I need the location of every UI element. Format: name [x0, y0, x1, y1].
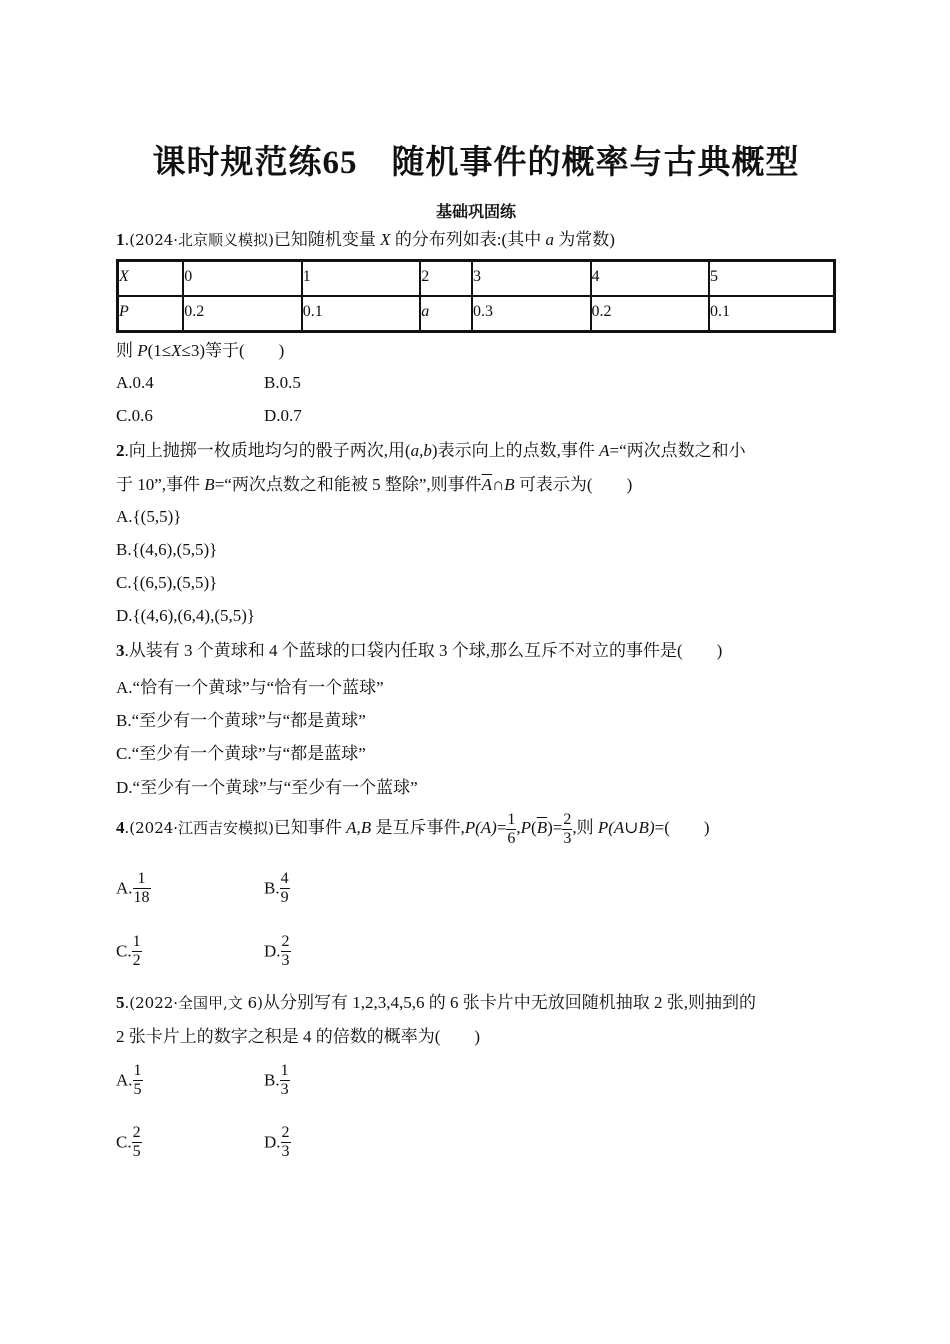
q4-p-arg: (A∪B) [608, 818, 655, 837]
table-cell: 3 [472, 261, 591, 297]
fraction-numerator: 2 [281, 933, 290, 950]
q2-stem-line2 [116, 474, 632, 496]
q1-ask-text: ≤3)等于( ) [181, 341, 285, 360]
fraction-denominator: 5 [133, 1081, 142, 1098]
q1-option-a[interactable]: A.0.4 [116, 373, 154, 392]
q1-option-d[interactable]: D.0.7 [264, 406, 302, 425]
q4-p-arg: (A) [475, 818, 497, 837]
q4-p: P [520, 818, 532, 837]
option-label: D. [264, 1132, 281, 1152]
fraction-denominator: 6 [507, 829, 516, 847]
q4-option-b[interactable] [264, 870, 290, 907]
q2-text: 于 10”,事件 [116, 475, 205, 494]
q4-paren: ( [531, 818, 537, 837]
q1-ask [116, 340, 284, 362]
q2-option-a[interactable]: A.{(5,5)} [116, 507, 182, 526]
q5-option-d[interactable] [264, 1124, 291, 1161]
q1-stem-text: 的分布列如表:(其中 [390, 230, 546, 249]
q5-number: 5 [116, 993, 125, 1012]
q3-stem [116, 640, 722, 662]
q4-text: 已知事件 [273, 818, 347, 837]
fraction-numerator: 2 [281, 1124, 290, 1141]
q2-option-d[interactable]: D.{(4,6),(6,4),(5,5)} [116, 606, 256, 625]
cell-value: P [119, 303, 129, 320]
q2-stem-line1 [116, 440, 746, 462]
q4-option-d[interactable] [264, 933, 291, 970]
q4-p: P [464, 818, 476, 837]
q5-stem-line1 [116, 992, 756, 1014]
option-fraction [133, 870, 151, 907]
table-cell: 0.1 [302, 296, 421, 332]
q1-var-a: a [545, 230, 554, 249]
table-row-p [118, 296, 835, 332]
option-label: C. [116, 1132, 132, 1152]
q4-equals: = [552, 818, 563, 837]
q2-var-ab: a,b [410, 441, 432, 460]
q3-option-d[interactable]: D.“至少有一个黄球”与“至少有一个蓝球” [116, 778, 418, 797]
table-cell: 0.2 [183, 296, 302, 332]
q2-cap-symbol: ∩ [492, 475, 505, 494]
option-label: B. [264, 1070, 280, 1090]
fraction-numerator: 1 [280, 1062, 289, 1079]
q4-text: 是互斥事件, [371, 818, 465, 837]
q1-stem [116, 229, 615, 251]
q4-option-c[interactable] [116, 933, 142, 970]
option-label: B. [264, 878, 280, 898]
table-cell: 0.1 [709, 296, 835, 332]
q4-p: P [597, 818, 609, 837]
q1-ask-text: 则 [116, 341, 138, 360]
q2-var-a: A [599, 441, 610, 460]
q2-text: =“两次点数之和小 [609, 441, 746, 460]
table-cell [118, 261, 184, 297]
q1-var-x: X [380, 230, 391, 249]
table-cell: 5 [709, 261, 835, 297]
q4-var-ab: A,B [346, 818, 372, 837]
fraction-numerator: 4 [280, 870, 289, 887]
q1-stem-text: 已知随机变量 [273, 230, 381, 249]
q5-option-a[interactable] [116, 1062, 143, 1099]
cell-value: X [119, 268, 129, 285]
title-text: 课时规范练 [152, 142, 323, 181]
q4-stem [116, 808, 710, 848]
q3-number: 3 [116, 641, 125, 660]
q3-option-b[interactable]: B.“至少有一个黄球”与“都是黄球” [116, 711, 366, 730]
option-fraction [281, 1124, 291, 1161]
fraction-numerator: 1 [133, 870, 151, 889]
option-label: D. [264, 941, 281, 961]
title-subtitle: 随机事件的概率与古典概型 [391, 142, 800, 181]
cell-value: a [421, 303, 430, 320]
q3-option-c[interactable]: C.“至少有一个黄球”与“都是蓝球” [116, 744, 366, 763]
q4-fraction [562, 811, 572, 848]
fraction-numerator: 1 [132, 933, 141, 950]
q1-source: .(2024·北京顺义模拟) [124, 231, 274, 249]
page-title [116, 136, 836, 183]
q5-option-b[interactable] [264, 1062, 290, 1099]
fraction-denominator: 5 [132, 1143, 141, 1160]
title-number: 65 [322, 145, 358, 181]
q2-text: 可表示为( ) [514, 475, 633, 494]
table-cell: 4 [591, 261, 710, 297]
q1-ask-text: (1≤ [147, 341, 172, 360]
option-fraction [132, 933, 142, 970]
table-cell [420, 296, 472, 332]
q2-option-c[interactable]: C.{(6,5),(5,5)} [116, 573, 218, 592]
q1-stem-text: 为常数) [553, 230, 615, 249]
q4-paren: ) [547, 818, 553, 837]
q5-stem-line2: 2 张卡片上的数字之积是 4 的倍数的概率为( ) [116, 1027, 481, 1046]
q4-var-b-complement: $\overline{B}$ [536, 818, 548, 837]
q5-text: 从分别写有 1,2,3,4,5,6 的 6 张卡片中无放回随机抽取 2 张,则抽到的 [263, 993, 756, 1012]
q2-text: .向上抛掷一枚质地均匀的骰子两次,用( [124, 441, 411, 460]
q3-option-a[interactable]: A.“恰有一个黄球”与“恰有一个蓝球” [116, 678, 384, 697]
fraction-numerator: 1 [133, 1062, 142, 1079]
option-fraction [133, 1062, 143, 1099]
fraction-denominator: 3 [281, 1143, 290, 1160]
q4-text: ,则 [572, 818, 598, 837]
q1-ask-x: X [171, 341, 182, 360]
q4-option-a[interactable] [116, 870, 151, 907]
table-cell: 2 [420, 261, 472, 297]
q1-ask-p: P [137, 341, 148, 360]
option-fraction [280, 870, 290, 907]
fraction-numerator: 2 [132, 1124, 141, 1141]
option-label: A. [116, 878, 133, 898]
distribution-table [116, 259, 836, 333]
option-fraction [132, 1124, 142, 1161]
q2-var-b: B [504, 475, 515, 494]
q1-option-c[interactable]: C.0.6 [116, 406, 153, 425]
q5-option-c[interactable] [116, 1124, 142, 1161]
table-cell: 0.3 [472, 296, 591, 332]
q1-number: 1 [116, 230, 125, 249]
q2-var-b: B [204, 475, 215, 494]
q4-text: =( ) [654, 818, 710, 837]
fraction-denominator: 18 [133, 889, 150, 906]
table-cell: 0 [183, 261, 302, 297]
q1-option-b[interactable]: B.0.5 [264, 373, 301, 392]
q3-text: .从装有 3 个黄球和 4 个蓝球的口袋内任取 3 个球,那么互斥不对立的事件是( ) [124, 641, 723, 660]
table-cell [118, 296, 184, 332]
q2-number: 2 [116, 441, 125, 460]
fraction-denominator: 2 [132, 952, 141, 969]
q4-source: .(2024·江西吉安模拟) [124, 819, 274, 837]
table-cell: 1 [302, 261, 421, 297]
fraction-denominator: 9 [280, 889, 289, 906]
fraction-denominator: 3 [280, 1081, 289, 1098]
table-cell: 0.2 [591, 296, 710, 332]
q4-fraction [506, 811, 516, 848]
fraction-denominator: 3 [563, 829, 572, 847]
section-heading: 基础巩固练 [435, 202, 516, 221]
q4-comma: , [516, 818, 521, 837]
q2-text: )表示向上的点数,事件 [431, 441, 600, 460]
q5-source: .(2022·全国甲,文 6) [124, 994, 263, 1012]
fraction-numerator: 1 [507, 810, 516, 828]
option-fraction [280, 1062, 290, 1099]
fraction-numerator: 2 [563, 810, 572, 828]
q4-number: 4 [116, 818, 125, 837]
table-row-x [118, 261, 835, 297]
option-label: A. [116, 1070, 133, 1090]
q2-option-b[interactable]: B.{(4,6),(5,5)} [116, 540, 218, 559]
option-fraction [281, 933, 291, 970]
q4-equals: = [496, 818, 507, 837]
q2-var-a-complement: $\overline{A}$ [481, 475, 493, 494]
fraction-denominator: 3 [281, 952, 290, 969]
q2-text: =“两次点数之和能被 5 整除”,则事件 [214, 475, 482, 494]
option-label: C. [116, 941, 132, 961]
